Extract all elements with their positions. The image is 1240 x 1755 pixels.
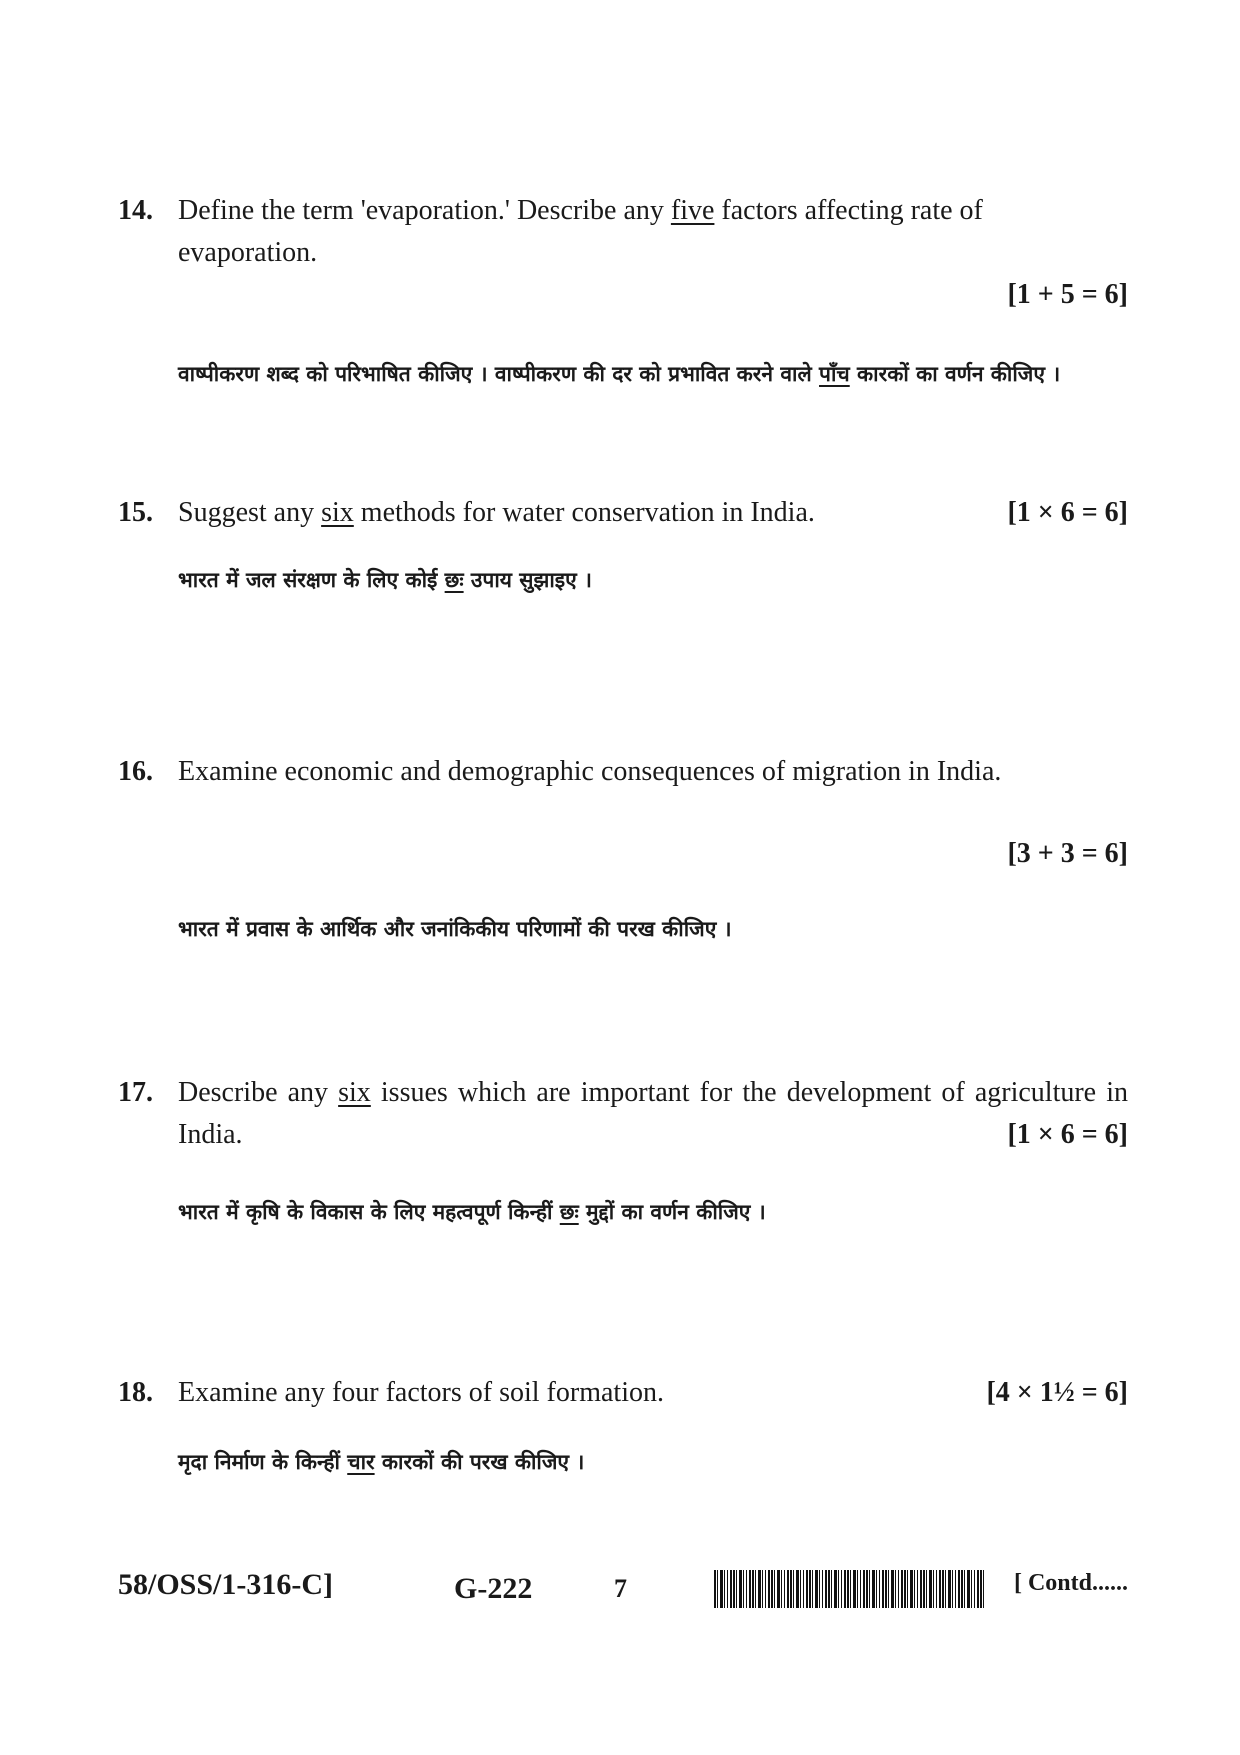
underlined-word: six: [321, 497, 354, 528]
marks-allocation: [1 × 6 = 6]: [1007, 1119, 1128, 1150]
underlined-word: छः: [559, 1200, 579, 1224]
question-number: 18.: [118, 1377, 153, 1408]
marks-allocation: [3 + 3 = 6]: [1007, 838, 1128, 869]
text-part: methods for water conservation in India.: [353, 497, 815, 528]
marks-allocation: [1 × 6 = 6]: [1007, 497, 1128, 528]
question-text: [178, 1072, 1128, 1156]
text-part: मृदा निर्माण के किन्हीं: [178, 1450, 348, 1474]
question-text: Examine any four factors of soil formation.: [178, 1377, 664, 1408]
text-part: कारकों का वर्णन कीजिए ।: [849, 362, 1061, 386]
question-number: 16.: [118, 756, 153, 787]
question-14-english: [118, 190, 1128, 316]
text-part: Describe any: [178, 1077, 339, 1108]
question-text: Examine economic and demographic consequences of migration in India.: [178, 756, 1002, 787]
page-number: 7: [614, 1574, 627, 1603]
paper-code: 58/OSS/1-316-C]: [118, 1568, 334, 1601]
underlined-word: चार: [347, 1450, 375, 1474]
text-part: Suggest any: [178, 497, 322, 528]
text-part: मुद्दों का वर्णन कीजिए ।: [578, 1200, 766, 1224]
question-17-english: [118, 1072, 1128, 1156]
underlined-word: five: [670, 195, 715, 226]
question-18: [118, 1372, 1128, 1486]
question-18-english: [118, 1372, 1128, 1414]
underlined-word: six: [338, 1077, 371, 1108]
text-part: issues which are important for the development of agriculture in India.: [178, 1077, 1128, 1150]
underlined-word: छः: [444, 568, 464, 592]
question-number: 17.: [118, 1077, 153, 1108]
question-15: [118, 492, 1128, 604]
marks-allocation: [4 × 1½ = 6]: [986, 1377, 1128, 1408]
question-14-hindi: [178, 350, 1128, 398]
question-16-hindi: भारत में प्रवास के आर्थिक और जनांकिकीय परिणामों की परख कीजिए ।: [178, 917, 732, 941]
question-15-hindi: [178, 556, 1128, 604]
series-code: G-222: [454, 1572, 533, 1605]
text-part: Define the term 'evaporation.' Describe any: [178, 195, 671, 226]
question-17: [118, 1072, 1128, 1236]
question-17-hindi: [178, 1188, 1128, 1236]
question-18-hindi: [178, 1438, 1128, 1486]
question-text: [178, 492, 1128, 534]
continued-label: [ Contd......: [1013, 1570, 1128, 1596]
question-16: [118, 751, 1128, 953]
text-part: भारत में जल संरक्षण के लिए कोई: [178, 568, 445, 592]
question-number: 15.: [118, 497, 153, 528]
page-footer: [118, 1568, 1128, 1618]
text-part: वाष्पीकरण शब्द को परिभाषित कीजिए । वाष्पीकरण की दर को प्रभावित करने वाले: [178, 362, 820, 386]
marks-allocation: [1 + 5 = 6]: [1007, 279, 1128, 310]
question-16-english: [118, 751, 1128, 875]
question-15-english: [118, 492, 1128, 534]
text-part: उपाय सुझाइए ।: [463, 568, 592, 592]
question-14: [118, 190, 1128, 398]
question-text: [178, 190, 1128, 274]
barcode-icon: [714, 1570, 984, 1608]
text-part: कारकों की परख कीजिए ।: [374, 1450, 585, 1474]
question-number: 14.: [118, 195, 153, 226]
text-part: factors affecting rate of evaporation.: [178, 195, 983, 268]
text-part: भारत में कृषि के विकास के लिए महत्वपूर्ण किन्हीं: [178, 1200, 560, 1224]
underlined-word: पाँच: [819, 362, 850, 386]
